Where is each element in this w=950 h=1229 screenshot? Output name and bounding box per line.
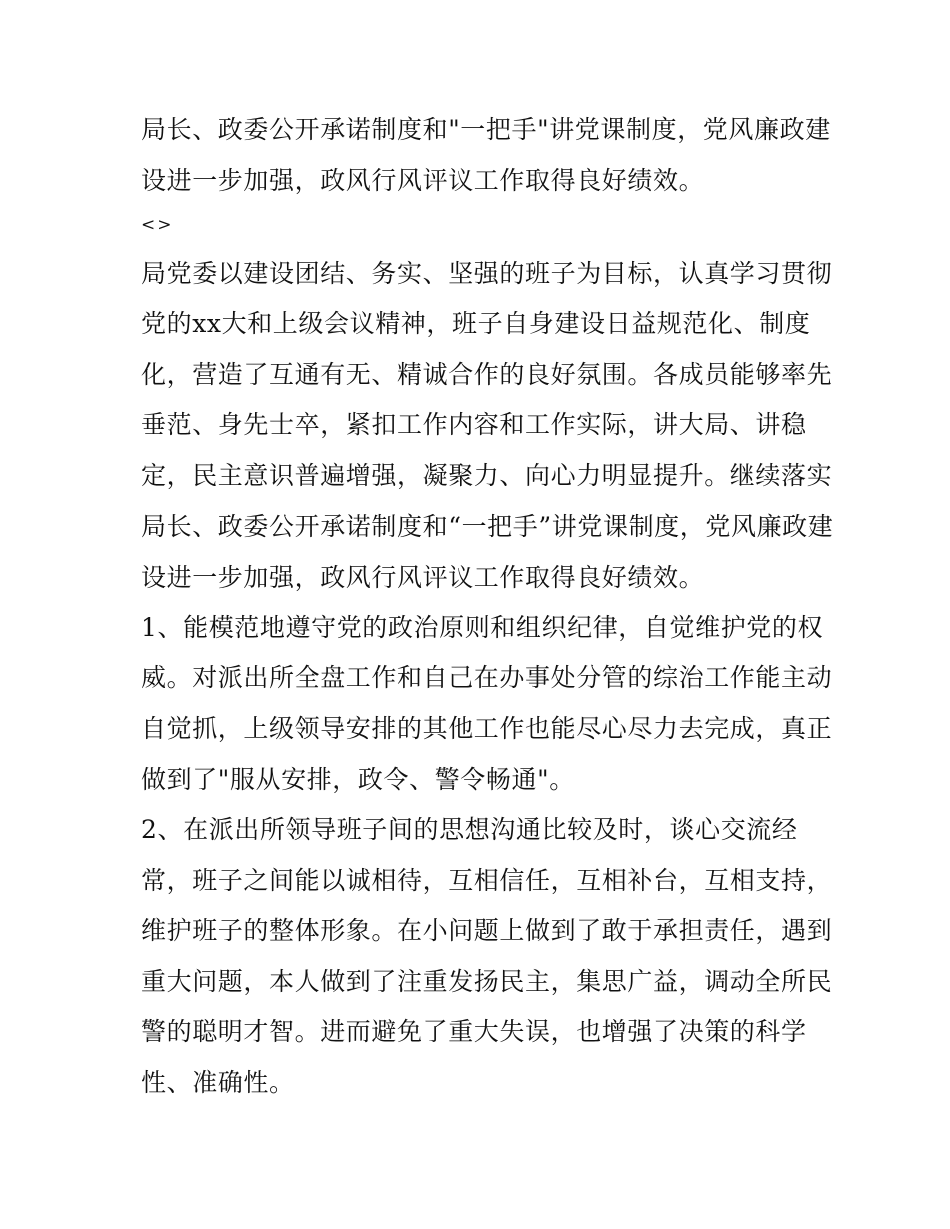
text-line: 设进一步加强，政风行风评议工作取得良好绩效。: [141, 563, 705, 592]
text-line: 做到了"服从安排，政令、警令畅通"。: [141, 765, 575, 794]
text-line: 党的xx大和上级会议精神，班子自身建设日益规范化、制度: [141, 309, 811, 338]
text-line: 设进一步加强，政风行风评议工作取得良好绩效。: [141, 166, 705, 195]
text-line: 重大问题，本人做到了注重发扬民主，集思广益，调动全所民: [141, 967, 833, 996]
text-line: 定，民主意识普遍增强，凝聚力、向心力明显提升。继续落实: [141, 461, 833, 490]
text-line: 威。对派出所全盘工作和自己在办事处分管的综治工作能主动: [141, 663, 833, 692]
text-line: 局党委以建设团结、务实、坚强的班子为目标，认真学习贯彻: [141, 259, 833, 288]
text-line: <>: [141, 215, 174, 235]
text-line: 2、在派出所领导班子间的思想沟通比较及时，谈心交流经: [141, 815, 798, 844]
text-line: 维护班子的整体形象。在小问题上做到了敢于承担责任，遇到: [141, 916, 833, 945]
text-line: 局长、政委公开承诺制度和“一把手”讲党课制度，党风廉政建: [141, 512, 834, 541]
text-line: 常，班子之间能以诚相待，互相信任，互相补台，互相支持，: [141, 866, 833, 895]
text-line: 垂范、身先士卒，紧扣工作内容和工作实际，讲大局、讲稳: [141, 410, 807, 439]
text-line: 自觉抓，上级领导安排的其他工作也能尽心尽力去完成，真正: [141, 714, 833, 743]
text-line: 化，营造了互通有无、精诚合作的良好氛围。各成员能够率先: [141, 360, 833, 389]
text-line: 1、能模范地遵守党的政治原则和组织纪律，自觉维护党的权: [141, 613, 824, 642]
text-line: 性、准确性。: [141, 1068, 295, 1097]
text-line: 警的聪明才智。进而避免了重大失误，也增强了决策的科学: [141, 1017, 807, 1046]
text-line: 局长、政委公开承诺制度和"一把手"讲党课制度，党风廉政建: [141, 115, 831, 144]
